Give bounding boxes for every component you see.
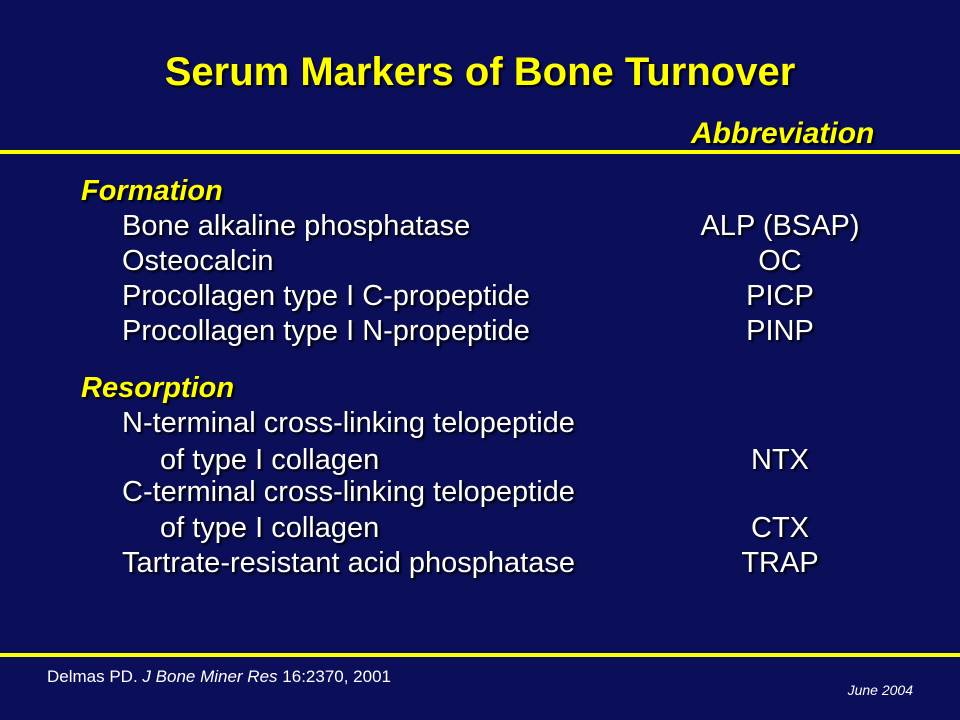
marker-name-picp: Procollagen type I C-propeptide	[122, 280, 530, 312]
marker-name-ctx-continued: of type I collagen	[160, 512, 380, 544]
marker-abbr-ctx: CTX	[751, 512, 809, 544]
citation-author: Delmas PD.	[47, 667, 138, 686]
top-divider	[0, 150, 960, 154]
citation	[47, 666, 391, 688]
marker-abbr-alp: ALP (BSAP)	[700, 210, 860, 242]
section-label-formation: Formation	[81, 175, 223, 207]
slide-date: June 2004	[847, 682, 913, 698]
slide-title: Serum Markers of Bone Turnover	[164, 50, 796, 94]
marker-abbr-picp: PICP	[746, 280, 814, 312]
marker-name-ntx-continued: of type I collagen	[160, 444, 380, 476]
marker-name-ctx: C-terminal cross-linking telopeptide	[122, 476, 575, 508]
marker-name-osteocalcin: Osteocalcin	[122, 245, 274, 277]
abbreviation-column-header: Abbreviation	[691, 117, 875, 150]
marker-name-trap: Tartrate-resistant acid phosphatase	[122, 547, 575, 579]
marker-abbr-oc: OC	[758, 245, 802, 277]
marker-abbr-pinp: PINP	[746, 315, 814, 347]
marker-name-bone-alkaline-phosphatase: Bone alkaline phosphatase	[122, 210, 471, 242]
marker-name-pinp: Procollagen type I N-propeptide	[122, 315, 530, 347]
bottom-divider	[0, 653, 960, 657]
marker-abbr-ntx: NTX	[751, 444, 809, 476]
marker-abbr-trap: TRAP	[741, 547, 819, 579]
marker-name-ntx: N-terminal cross-linking telopeptide	[122, 407, 575, 439]
citation-reference: 16:2370, 2001	[282, 667, 391, 686]
section-label-resorption: Resorption	[81, 372, 235, 404]
citation-journal: J Bone Miner Res	[142, 667, 278, 686]
